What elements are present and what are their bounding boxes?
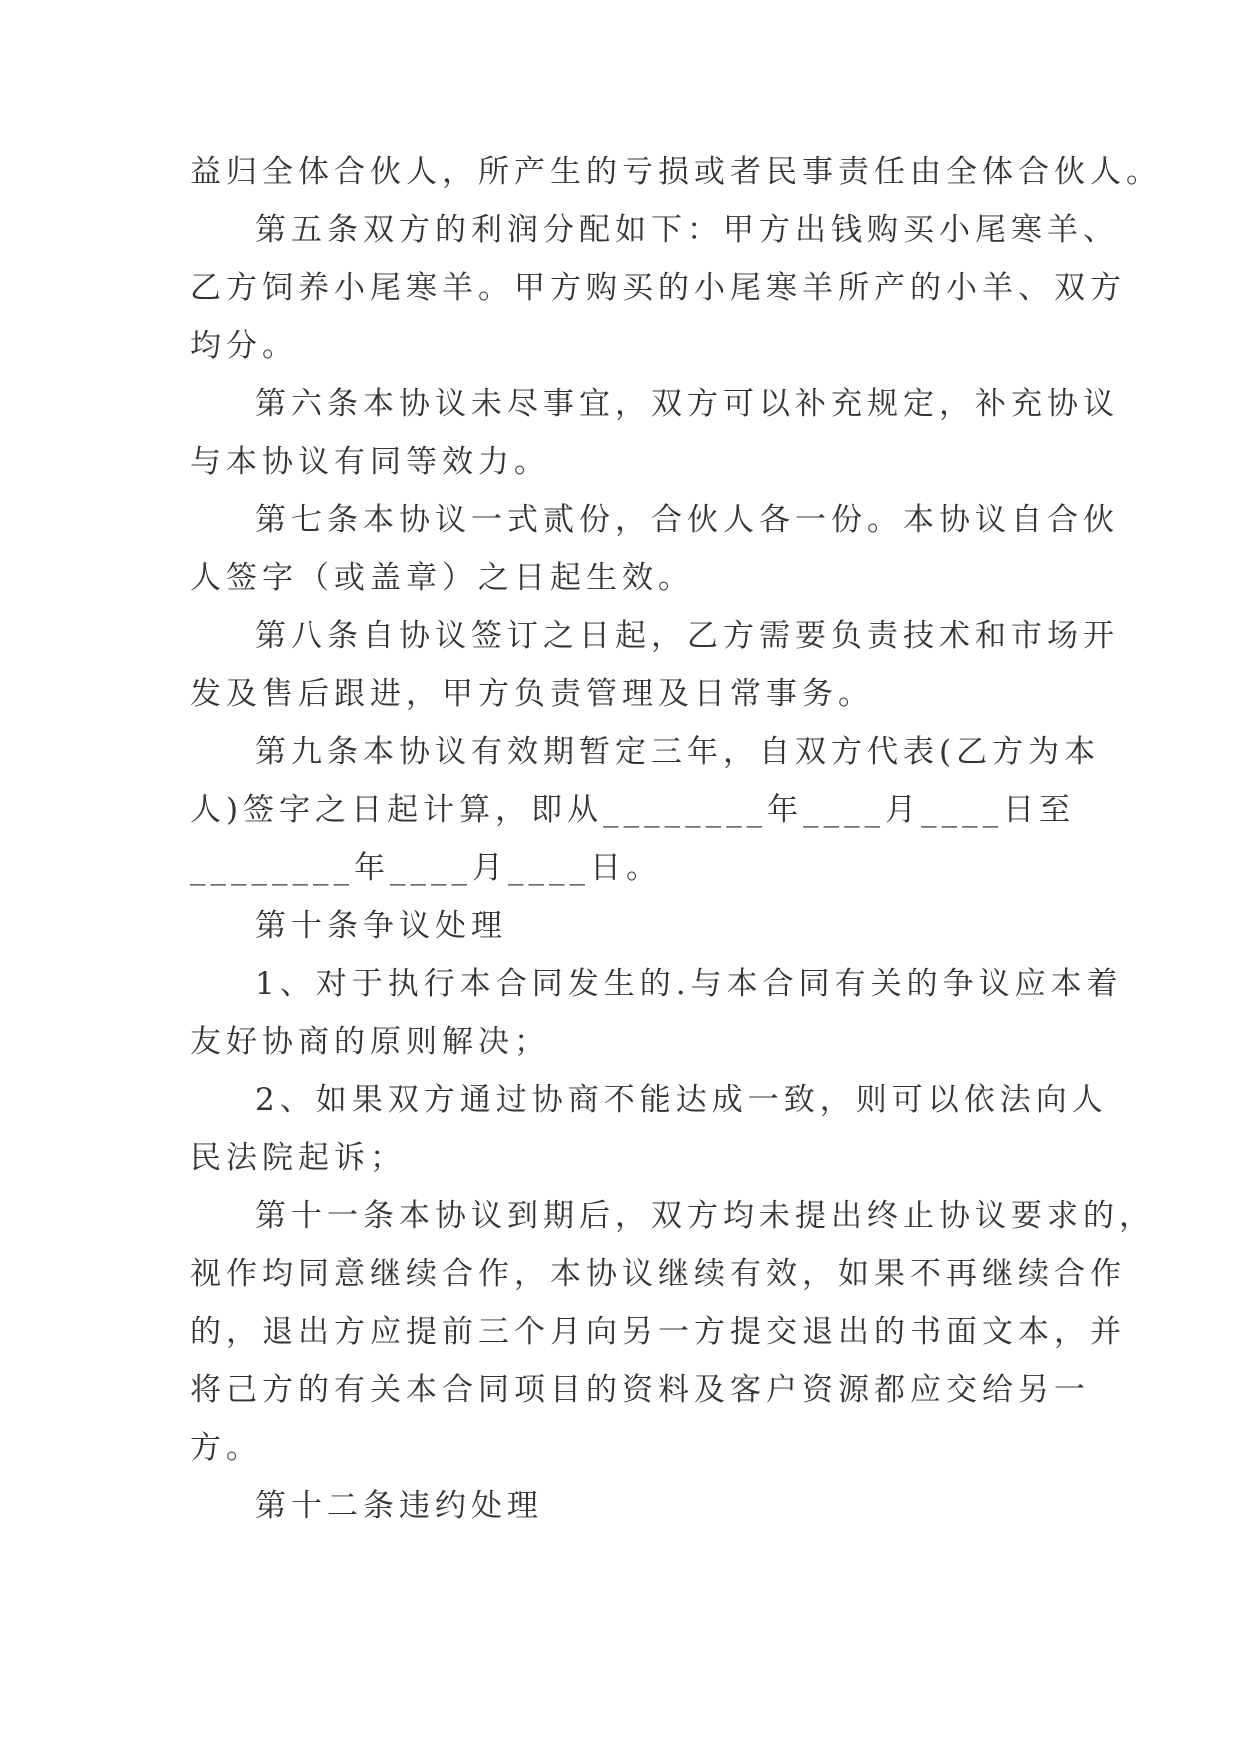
text-line: ________年____月____日。 [190,850,662,886]
text-line: 第六条本协议未尽事宜，双方可以补充规定，补充协议 [255,386,1119,422]
text-line: 视作均同意继续合作，本协议继续有效，如果不再继续合作 [190,1256,1126,1292]
text-line: 第九条本协议有效期暂定三年，自双方代表(乙方为本 [255,734,1101,770]
text-line: 第十一条本协议到期后，双方均未提出终止协议要求的， [255,1198,1155,1234]
text-line: 益归全体合伙人，所产生的亏损或者民事责任由全体合伙人。 [190,154,1162,190]
text-line: 将己方的有关本合同项目的资料及客户资源都应交给另一 [190,1372,1090,1408]
text-line: 民法院起诉； [190,1140,406,1176]
text-line: 发及售后跟进，甲方负责管理及日常事务。 [190,676,874,712]
text-line: 人)签字之日起计算，即从________年____月____日至 [190,792,1076,828]
text-line: 友好协商的原则解决； [190,1024,550,1060]
text-line: 第十二条违约处理 [255,1488,543,1524]
text-line: 1、对于执行本合同发生的.与本合同有关的争议应本着 [255,966,1123,1002]
text-line: 方。 [190,1430,262,1466]
text-line: 第七条本协议一式贰份，合伙人各一份。本协议自合伙 [255,502,1119,538]
text-line: 第五条双方的利润分配如下：甲方出钱购买小尾寒羊、 [255,212,1119,248]
text-line: 乙方饲养小尾寒羊。甲方购买的小尾寒羊所产的小羊、双方 [190,270,1126,306]
text-line: 人签字（或盖章）之日起生效。 [190,560,694,596]
text-line: 2、如果双方通过协商不能达成一致，则可以依法向人 [255,1082,1108,1118]
text-line: 第十条争议处理 [255,908,507,944]
text-line: 第八条自协议签订之日起，乙方需要负责技术和市场开 [255,618,1119,654]
text-line: 均分。 [190,328,298,364]
text-line: 的，退出方应提前三个月向另一方提交退出的书面文本，并 [190,1314,1126,1350]
text-line: 与本协议有同等效力。 [190,444,550,480]
